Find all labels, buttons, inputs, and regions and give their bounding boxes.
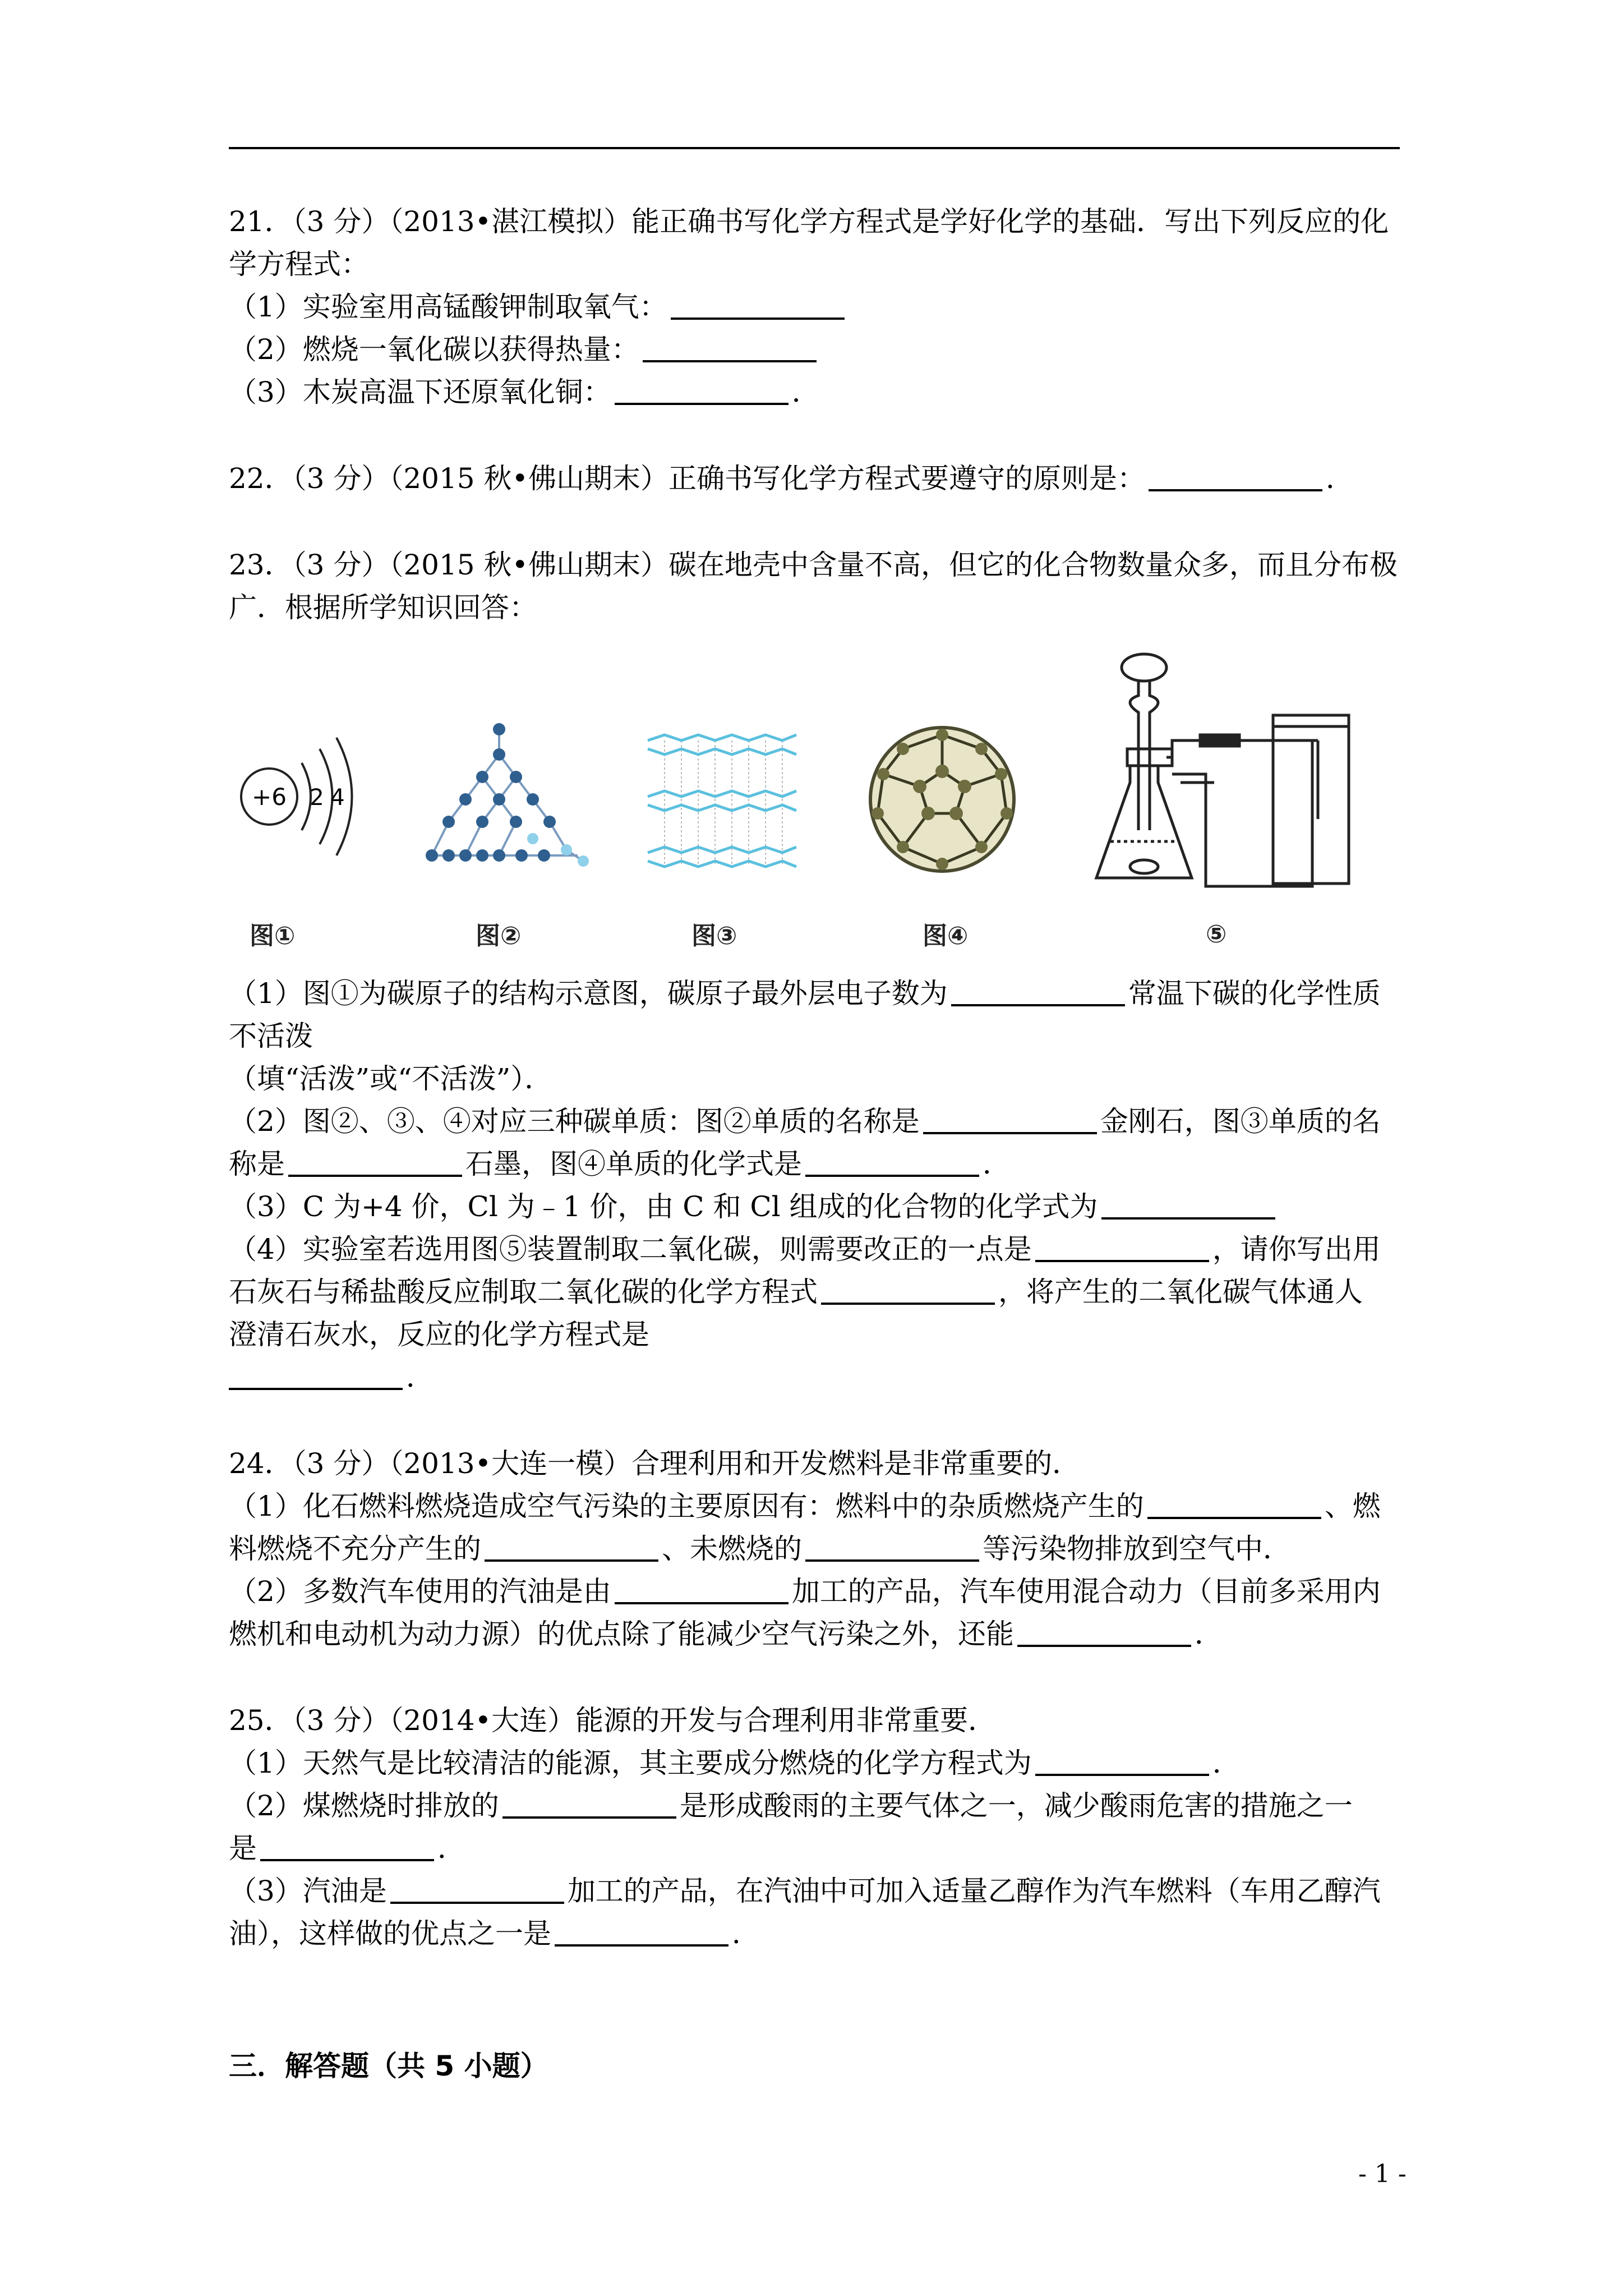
answer-blank[interactable] [1101, 1217, 1275, 1220]
figure-carbon-atom [236, 724, 365, 858]
q23-part1-cont: 不活泼 [229, 1020, 313, 1052]
q25-part1: （1）天然气是比较清洁的能源，其主要成分燃烧的化学方程式为 ． [229, 1747, 1241, 1779]
caption-fig5: ⑤ [1206, 920, 1227, 949]
section-heading: 三．解答题（共 5 小题） [229, 2050, 548, 2082]
q23-part2-cont: 称是 石墨，图④单质的化学式是 ． [229, 1148, 1011, 1180]
shell2-count: 4 [330, 785, 345, 811]
answer-blank[interactable] [1147, 1517, 1321, 1519]
q23-part4-end: ． [229, 1360, 434, 1395]
figure-diamond [409, 721, 594, 884]
caption-fig2: 图② [476, 922, 522, 950]
figure-fullerene [861, 724, 1023, 875]
q25-part2: （2）煤燃烧时排放的 是形成酸雨的主要气体之一，减少酸雨危害的措施之一 [229, 1789, 1353, 1822]
answer-blank[interactable] [671, 318, 845, 320]
q23-stem: 23．（3 分）（2015 秋•佛山期末）碳在地壳中含量不高，但它的化合物数量众多，而且分布极 [229, 549, 1398, 581]
answer-blank[interactable] [615, 403, 789, 405]
q23-part1: （1）图①为碳原子的结构示意图，碳原子最外层电子数为 常温下碳的化学性质 [229, 977, 1381, 1010]
caption-fig4: 图④ [923, 922, 969, 950]
answer-blank[interactable] [229, 1388, 403, 1390]
nucleus-charge: +6 [252, 783, 287, 811]
q25-stem: 25．（3 分）（2014•大连）能源的开发与合理利用非常重要． [229, 1704, 997, 1737]
q24-part1: （1）化石燃料燃烧造成空气污染的主要原因有：燃料中的杂质燃烧产生的 、燃 [229, 1490, 1381, 1522]
q23-part4-cont: 石灰石与稀盐酸反应制取二氧化碳的化学方程式 ，将产生的二氧化碳气体通人 [229, 1276, 1363, 1308]
q24-part1-cont: 料燃烧不充分产生的 、未燃烧的 等污染物排放到空气中． [229, 1533, 1291, 1565]
q24-stem: 24．（3 分）（2013•大连一模）合理利用和开发燃料是非常重要的． [229, 1447, 1081, 1480]
answer-blank[interactable] [555, 1944, 728, 1947]
shell1-count: 2 [310, 785, 324, 811]
caption-fig1: 图① [250, 922, 296, 950]
answer-blank[interactable] [288, 1175, 462, 1177]
answer-blank[interactable] [805, 1559, 979, 1562]
answer-blank[interactable] [502, 1816, 676, 1819]
q21-part3: （3）木炭高温下还原氧化铜： ． [229, 376, 820, 408]
q22-stem: 22．（3 分）（2015 秋•佛山期末）正确书写化学方程式要遵守的原则是： ． [229, 462, 1354, 495]
answer-blank[interactable] [1035, 1774, 1209, 1776]
q21-part2: （2）燃烧一氧化碳以获得热量： [229, 332, 820, 367]
q23-part2: （2）图②、③、④对应三种碳单质：图②单质的名称是 金刚石，图③单质的名 [229, 1105, 1381, 1138]
page-number: - 1 - [1358, 2160, 1407, 2188]
caption-fig3: 图③ [691, 922, 737, 950]
q21-stem-cont: 学方程式： [229, 248, 369, 280]
answer-blank[interactable] [1035, 1260, 1209, 1262]
q23-part4-cont2: 澄清石灰水，反应的化学方程式是 [229, 1318, 649, 1351]
q21-stem: 21．（3 分）（2013•湛江模拟）能正确书写化学方程式是学好化学的基础．写出下列反应的化 [229, 205, 1389, 238]
q23-stem-cont: 广．根据所学知识回答： [229, 591, 537, 624]
answer-blank[interactable] [390, 1902, 564, 1904]
q23-part4: （4）实验室若选用图⑤装置制取二氧化碳，则需要改正的一点是 ，请你写出用 [229, 1233, 1381, 1266]
figure-graphite [642, 724, 799, 875]
answer-blank[interactable] [805, 1175, 979, 1177]
q24-part2: （2）多数汽车使用的汽油是由 加工的产品，汽车使用混合动力（目前多采用内 [229, 1575, 1381, 1608]
q24-part2-cont: 燃机和电动机为动力源）的优点除了能减少空气污染之外，还能 ． [229, 1618, 1223, 1650]
q23-part1-hint: （填“活泼”或“不活泼”）． [229, 1062, 553, 1095]
answer-blank[interactable] [951, 1004, 1125, 1006]
answer-blank[interactable] [615, 1602, 789, 1604]
answer-blank[interactable] [923, 1132, 1097, 1134]
q25-part3: （3）汽油是 加工的产品，在汽油中可加入适量乙醇作为汽车燃料（车用乙醇汽 [229, 1875, 1381, 1907]
answer-blank[interactable] [821, 1303, 995, 1305]
answer-blank[interactable] [643, 360, 817, 362]
answer-blank[interactable] [485, 1559, 658, 1562]
answer-blank[interactable] [1017, 1645, 1191, 1647]
header-rule [229, 147, 1400, 149]
answer-blank[interactable] [1149, 489, 1322, 491]
q25-part2-cont: 是 ． [229, 1832, 465, 1865]
q25-part3-cont: 油），这样做的优点之一是 ． [229, 1917, 760, 1950]
q23-part3: （3）C 为+4 价，Cl 为﹣1 价，由 C 和 Cl 组成的化合物的化学式为 [229, 1189, 1279, 1224]
q21-part1: （1）实验室用高锰酸钾制取氧气： [229, 289, 848, 324]
figure-co2-apparatus [1088, 651, 1357, 898]
answer-blank[interactable] [260, 1859, 434, 1861]
